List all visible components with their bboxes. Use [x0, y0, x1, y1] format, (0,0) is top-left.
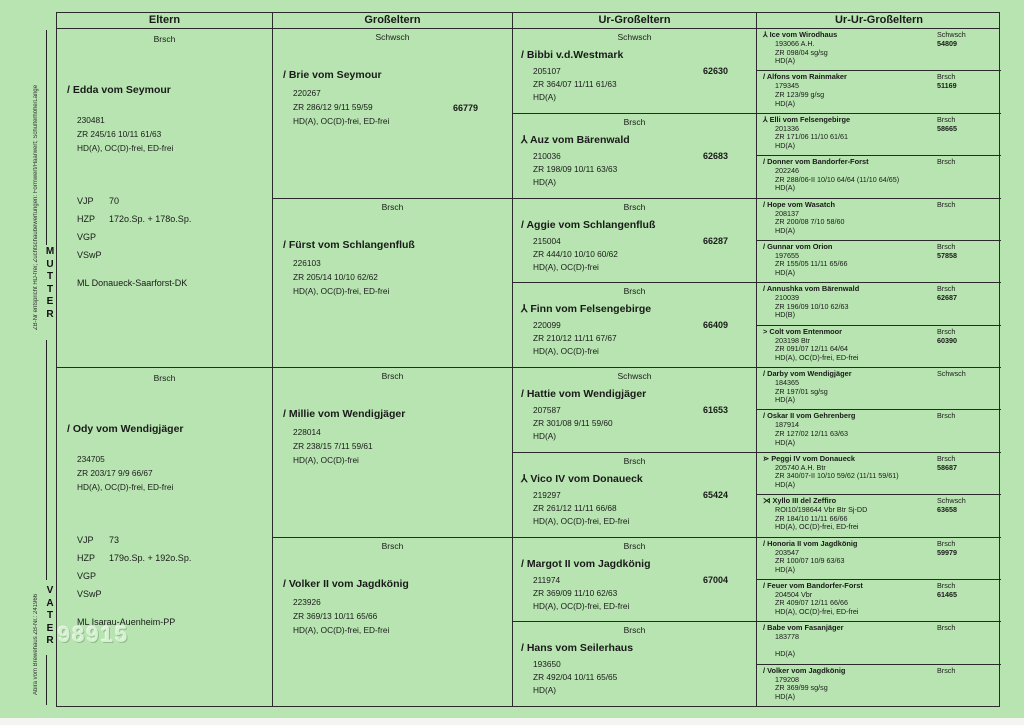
- pedigree-box: [513, 283, 757, 368]
- embossed-stamp: 98915: [58, 622, 130, 647]
- dog-detail: HD(A): [775, 649, 795, 659]
- column-header: Ur-Großeltern: [513, 13, 757, 28]
- coat-color: Brsch: [937, 538, 956, 548]
- dog-name: / Honoria II vom Jagdkönig: [763, 538, 858, 548]
- test-value: 70: [109, 196, 120, 206]
- dog-detail: ZR 184/10 11/11 66/66: [775, 513, 848, 523]
- coat-color: Brsch: [937, 284, 956, 294]
- coat-color: Brsch: [937, 157, 956, 167]
- mating-line: ML Donaueck-Saarforst-DK: [77, 278, 188, 288]
- pedigree-box: [273, 538, 513, 708]
- coat-color: Brsch: [623, 625, 646, 636]
- dog-detail: 208137: [775, 208, 799, 218]
- dog-detail: HD(A): [775, 564, 795, 574]
- dog-detail: ZR 492/04 10/11 65/65: [533, 672, 618, 683]
- register-number: 54809: [937, 39, 957, 48]
- pedigree-box: [757, 29, 1001, 71]
- dog-name: > Colt vom Entenmoor: [763, 326, 843, 336]
- dog-detail: HD(B): [775, 310, 795, 320]
- coat-color: Brsch: [623, 201, 646, 212]
- coat-color: Schwsch: [937, 369, 966, 378]
- dog-detail: ZR 301/08 9/11 59/60: [533, 418, 613, 428]
- register-number: 58687: [937, 462, 957, 472]
- dog-detail: HD(A): [775, 479, 795, 489]
- pedigree-box: [57, 368, 273, 707]
- coat-color: Brsch: [937, 411, 956, 421]
- dog-detail: HD(A): [775, 56, 795, 66]
- coat-color: Schwsch: [937, 30, 966, 39]
- dog-name: ⅄ Vico IV vom Donaueck: [521, 472, 643, 485]
- dog-name: / Darby vom Wendigjäger: [763, 369, 852, 378]
- dog-detail: 215004: [533, 235, 561, 246]
- dog-detail: ZR 369/99 sg/sg: [775, 683, 828, 693]
- dog-detail: HD(A): [533, 176, 557, 187]
- test-label: VSwP: [77, 589, 102, 599]
- dog-detail: ZR 369/13 10/11 65/66: [293, 610, 378, 621]
- side-rule-mid: [46, 340, 47, 580]
- dog-detail: 184365: [775, 378, 799, 387]
- dog-detail: ZR 364/07 11/11 61/63: [533, 79, 617, 89]
- side-letter: T: [46, 271, 54, 282]
- coat-color: Schwsch: [375, 32, 410, 42]
- coat-color: Schwsch: [937, 496, 966, 506]
- test-label: VJP: [77, 535, 94, 545]
- dog-name: / Annushka vom Bärenwald: [763, 284, 860, 294]
- pedigree-box: [273, 29, 513, 199]
- side-letter: T: [46, 610, 54, 621]
- pedigree-box: [273, 199, 513, 369]
- dog-detail: 220099: [533, 320, 561, 331]
- test-label: VSwP: [77, 250, 102, 260]
- dog-detail: 202246: [775, 166, 799, 176]
- dog-detail: HD(A), OC(D)-frei, ED-frei: [533, 600, 630, 611]
- dog-detail: ZR 238/15 7/11 59/61: [293, 441, 373, 451]
- pedigree-box: [757, 368, 1001, 410]
- dog-detail: HD(A), OC(D)-frei: [293, 455, 359, 465]
- dog-detail: 179345: [775, 81, 799, 91]
- dog-name: ⋗ Peggi IV vom Donaueck: [763, 453, 856, 463]
- register-number: 66779: [453, 103, 479, 113]
- pedigree-box: [57, 29, 273, 368]
- dog-detail: HD(A): [775, 225, 795, 235]
- dog-detail: HD(A): [533, 92, 557, 102]
- test-value: 73: [109, 535, 120, 545]
- pedigree-box: [757, 580, 1001, 622]
- dog-detail: ZR 288/06-II 10/10 64/64 (11/10 64/65): [775, 174, 900, 184]
- pedigree-box: [513, 114, 757, 199]
- test-value: 179o.Sp. + 192o.Sp.: [109, 553, 192, 563]
- dog-name: / Babe vom Fasanjäger: [763, 623, 844, 633]
- coat-color: Brsch: [381, 201, 404, 212]
- register-number: 67004: [703, 574, 729, 585]
- dog-name: / Gunnar vom Orion: [763, 241, 833, 251]
- pedigree-box: [513, 622, 757, 707]
- pedigree-box: [757, 665, 1001, 707]
- dog-name: ⅄ Auz vom Bärenwald: [521, 133, 630, 146]
- dog-detail: 210036: [533, 150, 561, 161]
- side-letter: A: [46, 597, 54, 609]
- coat-color: Brsch: [623, 540, 646, 551]
- dog-detail: ZR 261/12 11/11 66/68: [533, 502, 617, 513]
- dog-name: / Edda vom Seymour: [67, 84, 171, 96]
- dog-name: / Hans vom Seilerhaus: [521, 642, 634, 655]
- dog-name: / Bibbi v.d.Westmark: [521, 49, 624, 61]
- test-label: HZP: [77, 553, 95, 563]
- register-number: 57858: [937, 250, 957, 260]
- register-number: 51169: [937, 81, 957, 91]
- column-header: Eltern: [57, 13, 273, 28]
- coat-color: Brsch: [381, 371, 404, 381]
- register-number: 61653: [703, 405, 729, 415]
- dog-detail: 223926: [293, 596, 321, 607]
- test-label: VGP: [77, 232, 97, 242]
- dog-detail: 197655: [775, 250, 799, 260]
- register-number: 62683: [703, 150, 729, 161]
- pedigree-box: [757, 199, 1001, 241]
- dog-detail: 226103: [293, 257, 321, 268]
- dog-detail: 210039: [775, 293, 799, 303]
- pedigree-box: [513, 453, 757, 538]
- dog-name: ⅄ Elli vom Felsengebirge: [763, 114, 851, 124]
- register-number: 66409: [703, 320, 729, 331]
- dog-detail: HD(A), OC(D)-frei, ED-frei: [77, 482, 174, 492]
- side-letter: V: [46, 585, 54, 596]
- coat-color: Brsch: [153, 34, 176, 44]
- dog-detail: 201336: [775, 123, 799, 133]
- pedigree-box: [757, 71, 1001, 113]
- pedigree-box: [757, 622, 1001, 664]
- dog-detail: HD(A): [775, 268, 795, 278]
- pedigree-box: [273, 368, 513, 538]
- register-number: 66287: [703, 235, 729, 246]
- dog-detail: ZR 286/12 9/11 59/59: [293, 102, 373, 112]
- column-header: Großeltern: [273, 13, 513, 28]
- dog-name: / Brie vom Seymour: [283, 69, 382, 81]
- mating-line: ML Isarau-Auenheim-PP: [77, 617, 176, 627]
- dog-detail: HD(A): [775, 140, 795, 150]
- side-letter: U: [46, 258, 54, 270]
- register-number: 65424: [703, 489, 729, 500]
- dog-detail: ZR 369/09 11/10 62/63: [533, 587, 618, 598]
- dog-detail: 207587: [533, 405, 561, 415]
- dog-detail: 220267: [293, 88, 321, 98]
- dog-detail: ZR 200/08 7/10 58/60: [775, 217, 845, 227]
- coat-color: Schwsch: [617, 371, 652, 381]
- register-number: 59979: [937, 547, 957, 557]
- dog-detail: HD(A), OC(D)-frei, ED-frei: [293, 116, 390, 126]
- dog-detail: 230481: [77, 115, 105, 125]
- side-letter: M: [45, 246, 55, 257]
- side-rule-bottom: [46, 655, 47, 705]
- dog-detail: ZR 340/07-II 10/10 59/62 (11/11 59/61): [775, 471, 899, 481]
- dog-detail: 193650: [533, 659, 561, 670]
- register-number: 60390: [937, 335, 957, 345]
- pedigree-box: [757, 410, 1001, 452]
- dog-detail: HD(A), OC(D)-frei, ED-frei: [775, 607, 859, 617]
- coat-color: Schwsch: [617, 32, 652, 42]
- dog-detail: ZR 210/12 11/11 67/67: [533, 333, 617, 344]
- side-note-bottom: Abira vom Brewehaus ZB-Nr.: 241966: [33, 593, 39, 695]
- pedigree-box: [513, 538, 757, 623]
- coat-color: Brsch: [623, 455, 646, 466]
- dog-detail: HD(A), OC(D)-frei, ED-frei: [77, 143, 174, 153]
- dog-detail: ZR 123/99 g/sg: [775, 89, 825, 99]
- dog-name: / Ody vom Wendigjäger: [67, 423, 184, 435]
- dog-detail: HD(A), OC(D)-frei, ED-frei: [775, 352, 859, 362]
- dog-name: / Volker II vom Jagdkönig: [283, 577, 409, 590]
- side-letter: R: [46, 635, 54, 646]
- dog-detail: ZR 203/17 9/9 66/67: [77, 468, 153, 478]
- dog-detail: HD(A): [775, 437, 795, 447]
- pedigree-box: [757, 156, 1001, 198]
- test-value: 172o.Sp. + 178o.Sp.: [109, 214, 192, 224]
- coat-color: Brsch: [937, 665, 956, 675]
- dog-name: / Feuer vom Bandorfer-Forst: [763, 580, 863, 590]
- dog-name: / Millie vom Wendigjäger: [283, 408, 406, 420]
- register-number: 61465: [937, 589, 957, 599]
- coat-color: Brsch: [623, 286, 646, 297]
- pedigree-box: [757, 326, 1001, 368]
- dog-detail: ROI10/198644 Vbr Btr Sj-DD: [775, 505, 868, 515]
- dog-name: / Hattie vom Wendigjäger: [521, 388, 647, 400]
- dog-name: ⋊ Xyllo III del Zeffiro: [763, 496, 837, 506]
- dog-detail: ZR 098/04 sg/sg: [775, 47, 828, 57]
- coat-color: Brsch: [937, 114, 956, 124]
- dog-detail: ZR 444/10 10/10 60/62: [533, 248, 618, 259]
- dog-name: / Margot II vom Jagdkönig: [521, 557, 651, 570]
- pedigree-box: [757, 241, 1001, 283]
- dog-detail: 183778: [775, 632, 799, 642]
- dog-name: / Volker vom Jagdkönig: [763, 665, 846, 675]
- register-number: 63658: [937, 505, 957, 515]
- dog-detail: 187914: [775, 420, 799, 430]
- coat-color: Brsch: [937, 453, 956, 463]
- dog-detail: ZR 100/07 10/9 63/63: [775, 556, 845, 566]
- side-letter: R: [46, 308, 54, 320]
- dog-detail: 234705: [77, 454, 105, 464]
- dog-detail: HD(A): [775, 183, 795, 193]
- side-rule-top: [46, 30, 47, 245]
- dog-detail: HD(A): [533, 431, 557, 441]
- dog-detail: 203198 Btr: [775, 335, 811, 345]
- dog-name: / Hope vom Wasatch: [763, 199, 836, 209]
- dog-detail: ZR 197/01 sg/sg: [775, 386, 828, 396]
- pedigree-box: [513, 29, 757, 114]
- side-letter: T: [46, 283, 54, 295]
- dog-name: / Alfons vom Rainmaker: [763, 72, 847, 82]
- dog-name: / Aggie vom Schlangenfluß: [521, 218, 656, 231]
- dog-detail: HD(A), OC(D)-frei, ED-frei: [533, 515, 630, 526]
- dog-name: / Fürst vom Schlangenfluß: [283, 238, 415, 251]
- dog-detail: ZR 409/07 12/11 66/66: [775, 598, 848, 608]
- pedigree-grid: [56, 12, 1000, 707]
- dog-name: / Oskar II vom Gehrenberg: [763, 411, 856, 421]
- test-label: HZP: [77, 214, 95, 224]
- side-letter: E: [46, 296, 54, 307]
- side-note-top: ZB-Nr entspricht HD-frei; Zuchtschaubewertungen: Formwert/Haarwert; Schulterhöhe/Länge: [33, 84, 39, 330]
- register-number: 62630: [703, 66, 729, 76]
- dog-detail: 219297: [533, 489, 561, 500]
- dog-detail: HD(A): [775, 395, 795, 405]
- coat-color: Brsch: [153, 373, 176, 383]
- dog-detail: 205107: [533, 66, 561, 76]
- test-label: VJP: [77, 196, 94, 206]
- dog-detail: 203547: [775, 547, 799, 557]
- dog-detail: ZR 171/06 11/10 61/61: [775, 132, 848, 142]
- dog-detail: ZR 205/14 10/10 62/62: [293, 271, 378, 282]
- dog-detail: ZR 155/05 11/11 65/66: [775, 259, 848, 269]
- dog-detail: 204504 Vbr: [775, 589, 813, 599]
- dog-detail: ZR 091/07 12/11 64/64: [775, 344, 848, 354]
- coat-color: Brsch: [937, 326, 956, 336]
- coat-color: Brsch: [937, 623, 956, 633]
- coat-color: Brsch: [937, 72, 956, 82]
- register-number: 58665: [937, 123, 957, 133]
- dog-detail: ZR 198/09 10/11 63/63: [533, 163, 618, 174]
- dog-detail: HD(A): [533, 685, 557, 696]
- coat-color: Brsch: [937, 199, 956, 209]
- dog-detail: ZR 196/09 10/10 62/63: [775, 301, 849, 311]
- dog-detail: HD(A): [775, 98, 795, 108]
- pedigree-box: [757, 114, 1001, 156]
- coat-color: Brsch: [937, 241, 956, 251]
- column-header: Ur-Ur-Großeltern: [834, 14, 923, 26]
- dog-detail: 211974: [533, 574, 561, 585]
- pedigree-box: [757, 453, 1001, 495]
- dog-name: ⅄ Finn vom Felsengebirge: [521, 303, 652, 316]
- dog-detail: 193066 A.H.: [775, 39, 815, 48]
- dog-detail: 228014: [293, 427, 321, 437]
- pedigree-box: [757, 495, 1001, 537]
- coat-color: Brsch: [381, 540, 404, 551]
- dog-detail: HD(A), OC(D)-frei, ED-frei: [293, 285, 390, 296]
- dog-detail: 179208: [775, 674, 799, 684]
- test-label: VGP: [77, 571, 97, 581]
- dog-detail: HD(A), OC(D)-frei: [533, 346, 599, 357]
- pedigree-box: [513, 368, 757, 453]
- register-number: 62687: [937, 293, 957, 303]
- dog-detail: ZR 245/16 10/11 61/63: [77, 129, 162, 139]
- pedigree-box: [757, 283, 1001, 325]
- pedigree-box: [757, 538, 1001, 580]
- dog-detail: 205740 A.H. Btr: [775, 462, 826, 472]
- coat-color: Brsch: [623, 116, 646, 127]
- dog-detail: HD(A): [775, 691, 795, 701]
- dog-name: / Donner vom Bandorfer-Forst: [763, 157, 869, 167]
- side-letter: E: [46, 622, 54, 634]
- pedigree-box: [513, 199, 757, 284]
- dog-detail: ZR 127/02 12/11 63/63: [775, 428, 848, 438]
- dog-name: ⅄ Ice vom Wirodhaus: [763, 30, 838, 39]
- dog-detail: HD(A), OC(D)-frei, ED-frei: [293, 624, 390, 635]
- coat-color: Brsch: [937, 580, 956, 590]
- dog-detail: HD(A), OC(D)-frei, ED-frei: [775, 522, 859, 532]
- dog-detail: HD(A), OC(D)-frei: [533, 261, 599, 272]
